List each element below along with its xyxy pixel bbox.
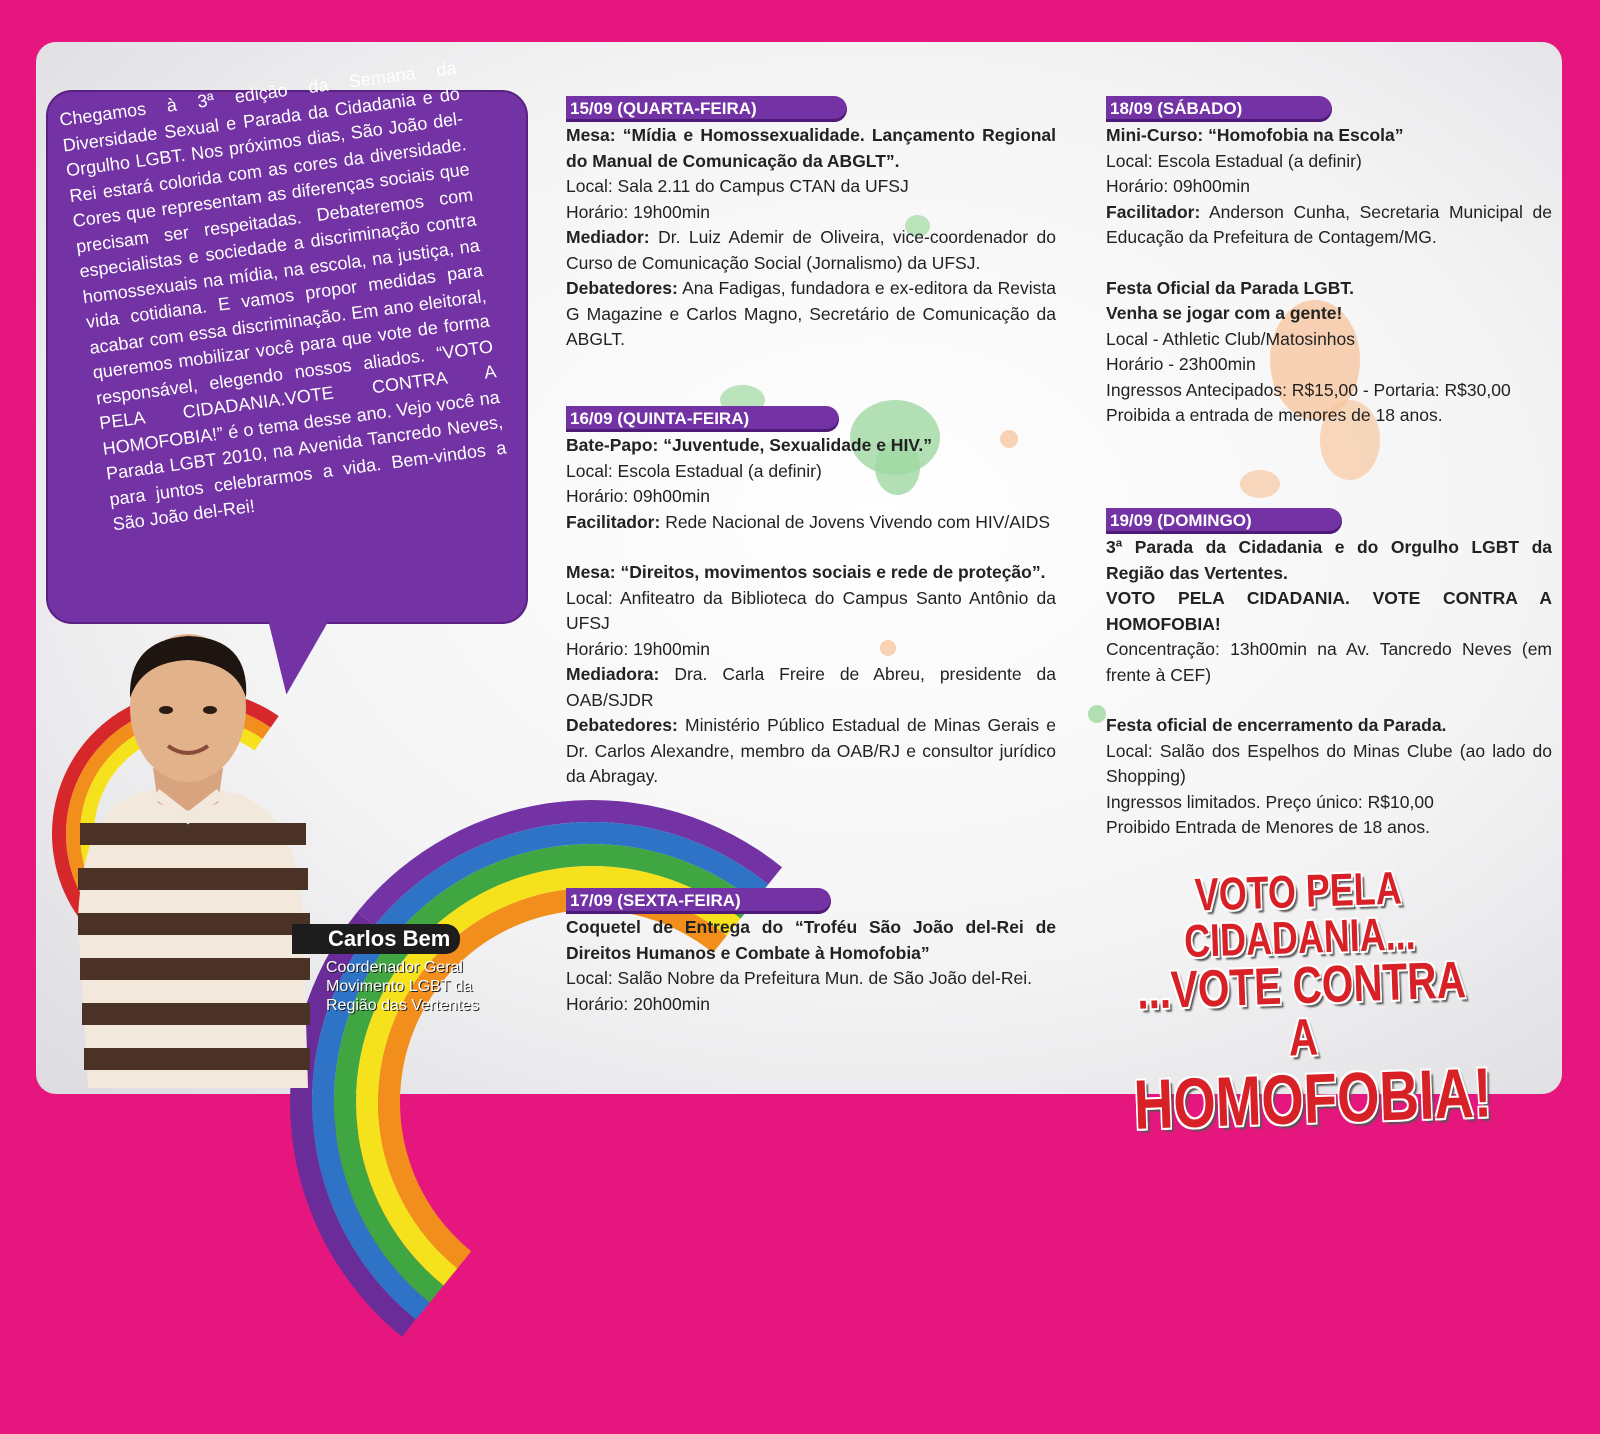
detail-heading: Mediador: [566, 227, 650, 247]
detail-line [566, 992, 1056, 1018]
detail-text: Horário: 09h00min [566, 486, 710, 506]
detail-line [1106, 637, 1552, 688]
detail-text: Rede Nacional de Jovens Vivendo com HIV/AIDS [660, 511, 1051, 532]
detail-heading: Coquetel de Entrega do “Troféu São João del-Rei de Direitos Humanos e Combate à Homofobia” [566, 917, 1056, 963]
day-label: 19/09 (DOMINGO) [1106, 508, 1342, 534]
spacer [1106, 251, 1552, 276]
detail-line [1106, 123, 1552, 149]
detail-line [1106, 174, 1552, 200]
detail-heading: Bate-Papo: “Juventude, Sexualidade e HIV.” [566, 435, 932, 455]
detail-text: Dra. Carla Freire de Abreu, presidente da OAB/SJDR [566, 664, 1056, 710]
detail-line [1106, 276, 1552, 302]
detail-line [1106, 586, 1552, 637]
day-details [566, 433, 1056, 790]
detail-line [566, 174, 1056, 200]
day-details [566, 915, 1056, 1017]
intro-text: Chegamos à 3ª edição da Semana da Diversidade Sexual e Parada da Cidadania e do Orgulho LGBT. Nos próximos dias, São João del-Rei estará colorida com as cores da diversidade. Cores que representam as diferenças sociais que precisam ser respeitadas. Debateremos com especialistas e sociedade a discriminação contra homossexuais na mídia, na escola, na justiça, na vida cotidiana. E vamos propor medidas para acabar com essa discriminação. Em ano eleitoral, queremos mobilizar você para que vote de forma responsável, elegendo nossos aliados. “VOTO PELA CIDADANIA.VOTE CONTRA A HOMOFOBIA!” é o tema desse ano. Vejo você na Parada LGBT 2010, na Avenida Tancredo Neves, para juntos celebrarmos a vida. Bem-vindos a São João del-Rei! [58, 57, 508, 535]
detail-text: Concentração: 13h00min na Av. Tancredo Neves (em frente à CEF) [1106, 639, 1552, 685]
detail-line [1106, 301, 1552, 327]
detail-heading: Facilitador: [566, 511, 661, 532]
detail-text: Local: Sala 2.11 do Campus CTAN da UFSJ [566, 176, 909, 196]
detail-text: Local: Escola Estadual (a definir) [1106, 150, 1362, 171]
detail-text: Horário - 23h00min [1106, 354, 1256, 374]
detail-text: Dr. Luiz Ademir de Oliveira, vice-coordenador do Curso de Comunicação Social (Jornalismo) da UFSJ. [566, 227, 1056, 273]
spacer [1106, 688, 1552, 713]
detail-heading: Venha se jogar com a gente! [1106, 303, 1343, 323]
day-section-1509 [566, 96, 1056, 353]
detail-line [566, 123, 1056, 174]
paint-splatter [1240, 470, 1280, 498]
spacer [566, 535, 1056, 560]
detail-line [566, 662, 1056, 713]
detail-line [566, 586, 1056, 637]
detail-line [1106, 713, 1552, 739]
slogan [1126, 861, 1493, 1144]
day-section-1709 [566, 888, 1056, 1017]
day-section-1909 [1106, 508, 1552, 841]
day-details [1106, 535, 1552, 841]
detail-line [1106, 352, 1552, 378]
detail-text: Local: Anfiteatro da Biblioteca do Campus Santo Antônio da UFSJ [566, 587, 1056, 633]
detail-text: Anderson Cunha, Secretaria Municipal de Educação da Prefeitura de Contagem/MG. [1106, 201, 1552, 247]
day-label: 18/09 (SÁBADO) [1106, 96, 1332, 122]
detail-line [566, 915, 1056, 966]
detail-text: Horário: 09h00min [1106, 176, 1250, 196]
detail-heading: Facilitador: [1106, 201, 1201, 222]
detail-line [566, 225, 1056, 276]
detail-line [1106, 327, 1552, 353]
day-label: 17/09 (SEXTA-FEIRA) [566, 888, 831, 914]
paint-splatter [1088, 705, 1106, 723]
person-name: Carlos Bem [292, 924, 460, 954]
detail-line [566, 713, 1056, 790]
detail-heading: Mediadora: [566, 664, 660, 684]
detail-text: Ingressos Antecipados: R$15,00 - Portaria: R$30,00 [1106, 379, 1511, 400]
detail-line [1106, 739, 1552, 790]
detail-line [566, 637, 1056, 663]
detail-line [1106, 403, 1552, 429]
detail-line [1106, 200, 1552, 251]
detail-heading: Debatedores: [566, 715, 678, 735]
detail-text: Ingressos limitados. Preço único: R$10,00 [1106, 791, 1434, 812]
detail-line [566, 200, 1056, 226]
detail-line [1106, 815, 1552, 841]
detail-text: Horário: 19h00min [566, 638, 710, 659]
person-caption [292, 924, 479, 1015]
day-section-1609 [566, 406, 1056, 790]
detail-line [1106, 149, 1552, 175]
detail-heading: VOTO PELA CIDADANIA. VOTE CONTRA A HOMOFOBIA! [1106, 588, 1552, 634]
detail-heading: Debatedores: [566, 278, 678, 298]
slogan-line: VOTO PELA CIDADANIA... [1183, 861, 1417, 968]
person-role-line: Movimento LGBT da [326, 978, 473, 995]
detail-line [566, 484, 1056, 510]
detail-line [1106, 378, 1552, 404]
day-section-1809 [1106, 96, 1552, 429]
detail-text: Ana Fadigas, fundadora e ex-editora da Revista G Magazine e Carlos Magno, Secretário de Comunicação da ABGLT. [566, 278, 1056, 349]
detail-line [566, 433, 1056, 459]
detail-text: Local: Salão dos Espelhos do Minas Clube (ao lado do Shopping) [1106, 740, 1552, 786]
day-details [1106, 123, 1552, 429]
detail-line [566, 560, 1056, 586]
detail-text: Proibido Entrada de Menores de 18 anos. [1106, 817, 1430, 837]
slogan-line: HOMOFOBIA! [1132, 1053, 1493, 1144]
detail-heading: Mesa: “Direitos, movimentos sociais e rede de proteção”. [566, 562, 1046, 582]
day-label: 16/09 (QUINTA-FEIRA) [566, 406, 839, 432]
person-role-line: Coordenador Geral [326, 959, 463, 976]
detail-text: Horário: 20h00min [566, 993, 710, 1014]
detail-heading: Mini-Curso: “Homofobia na Escola” [1106, 125, 1404, 145]
detail-line [566, 459, 1056, 485]
detail-heading: 3ª Parada da Cidadania e do Orgulho LGBT da Região das Vertentes. [1106, 537, 1552, 583]
detail-text: Horário: 19h00min [566, 201, 710, 222]
person-role [292, 958, 479, 1015]
detail-heading: Festa oficial de encerramento da Parada. [1106, 715, 1447, 735]
slogan-line: ...VOTE CONTRA A [1136, 951, 1467, 1068]
detail-text: Local - Athletic Club/Matosinhos [1106, 328, 1356, 349]
detail-heading: Festa Oficial da Parada LGBT. [1106, 277, 1354, 298]
person-photo [58, 618, 318, 1088]
person-role-line: Região das Vertentes [326, 997, 479, 1014]
detail-text: Local: Escola Estadual (a definir) [566, 460, 822, 481]
day-details [566, 123, 1056, 353]
detail-heading: Mesa: “Mídia e Homossexualidade. Lançamento Regional do Manual de Comunicação da ABGLT”. [566, 125, 1056, 171]
detail-line [566, 966, 1056, 992]
detail-text: Local: Salão Nobre da Prefeitura Mun. de São João del-Rei. [566, 968, 1032, 988]
detail-line [566, 510, 1056, 536]
detail-line [566, 276, 1056, 353]
detail-text: Ministério Público Estadual de Minas Gerais e Dr. Carlos Alexandre, membro da OAB/RJ e consultor jurídico da Abragay. [566, 715, 1056, 786]
detail-line [1106, 535, 1552, 586]
day-label: 15/09 (QUARTA-FEIRA) [566, 96, 847, 122]
detail-text: Proibida a entrada de menores de 18 anos. [1106, 405, 1443, 425]
detail-line [1106, 790, 1552, 816]
